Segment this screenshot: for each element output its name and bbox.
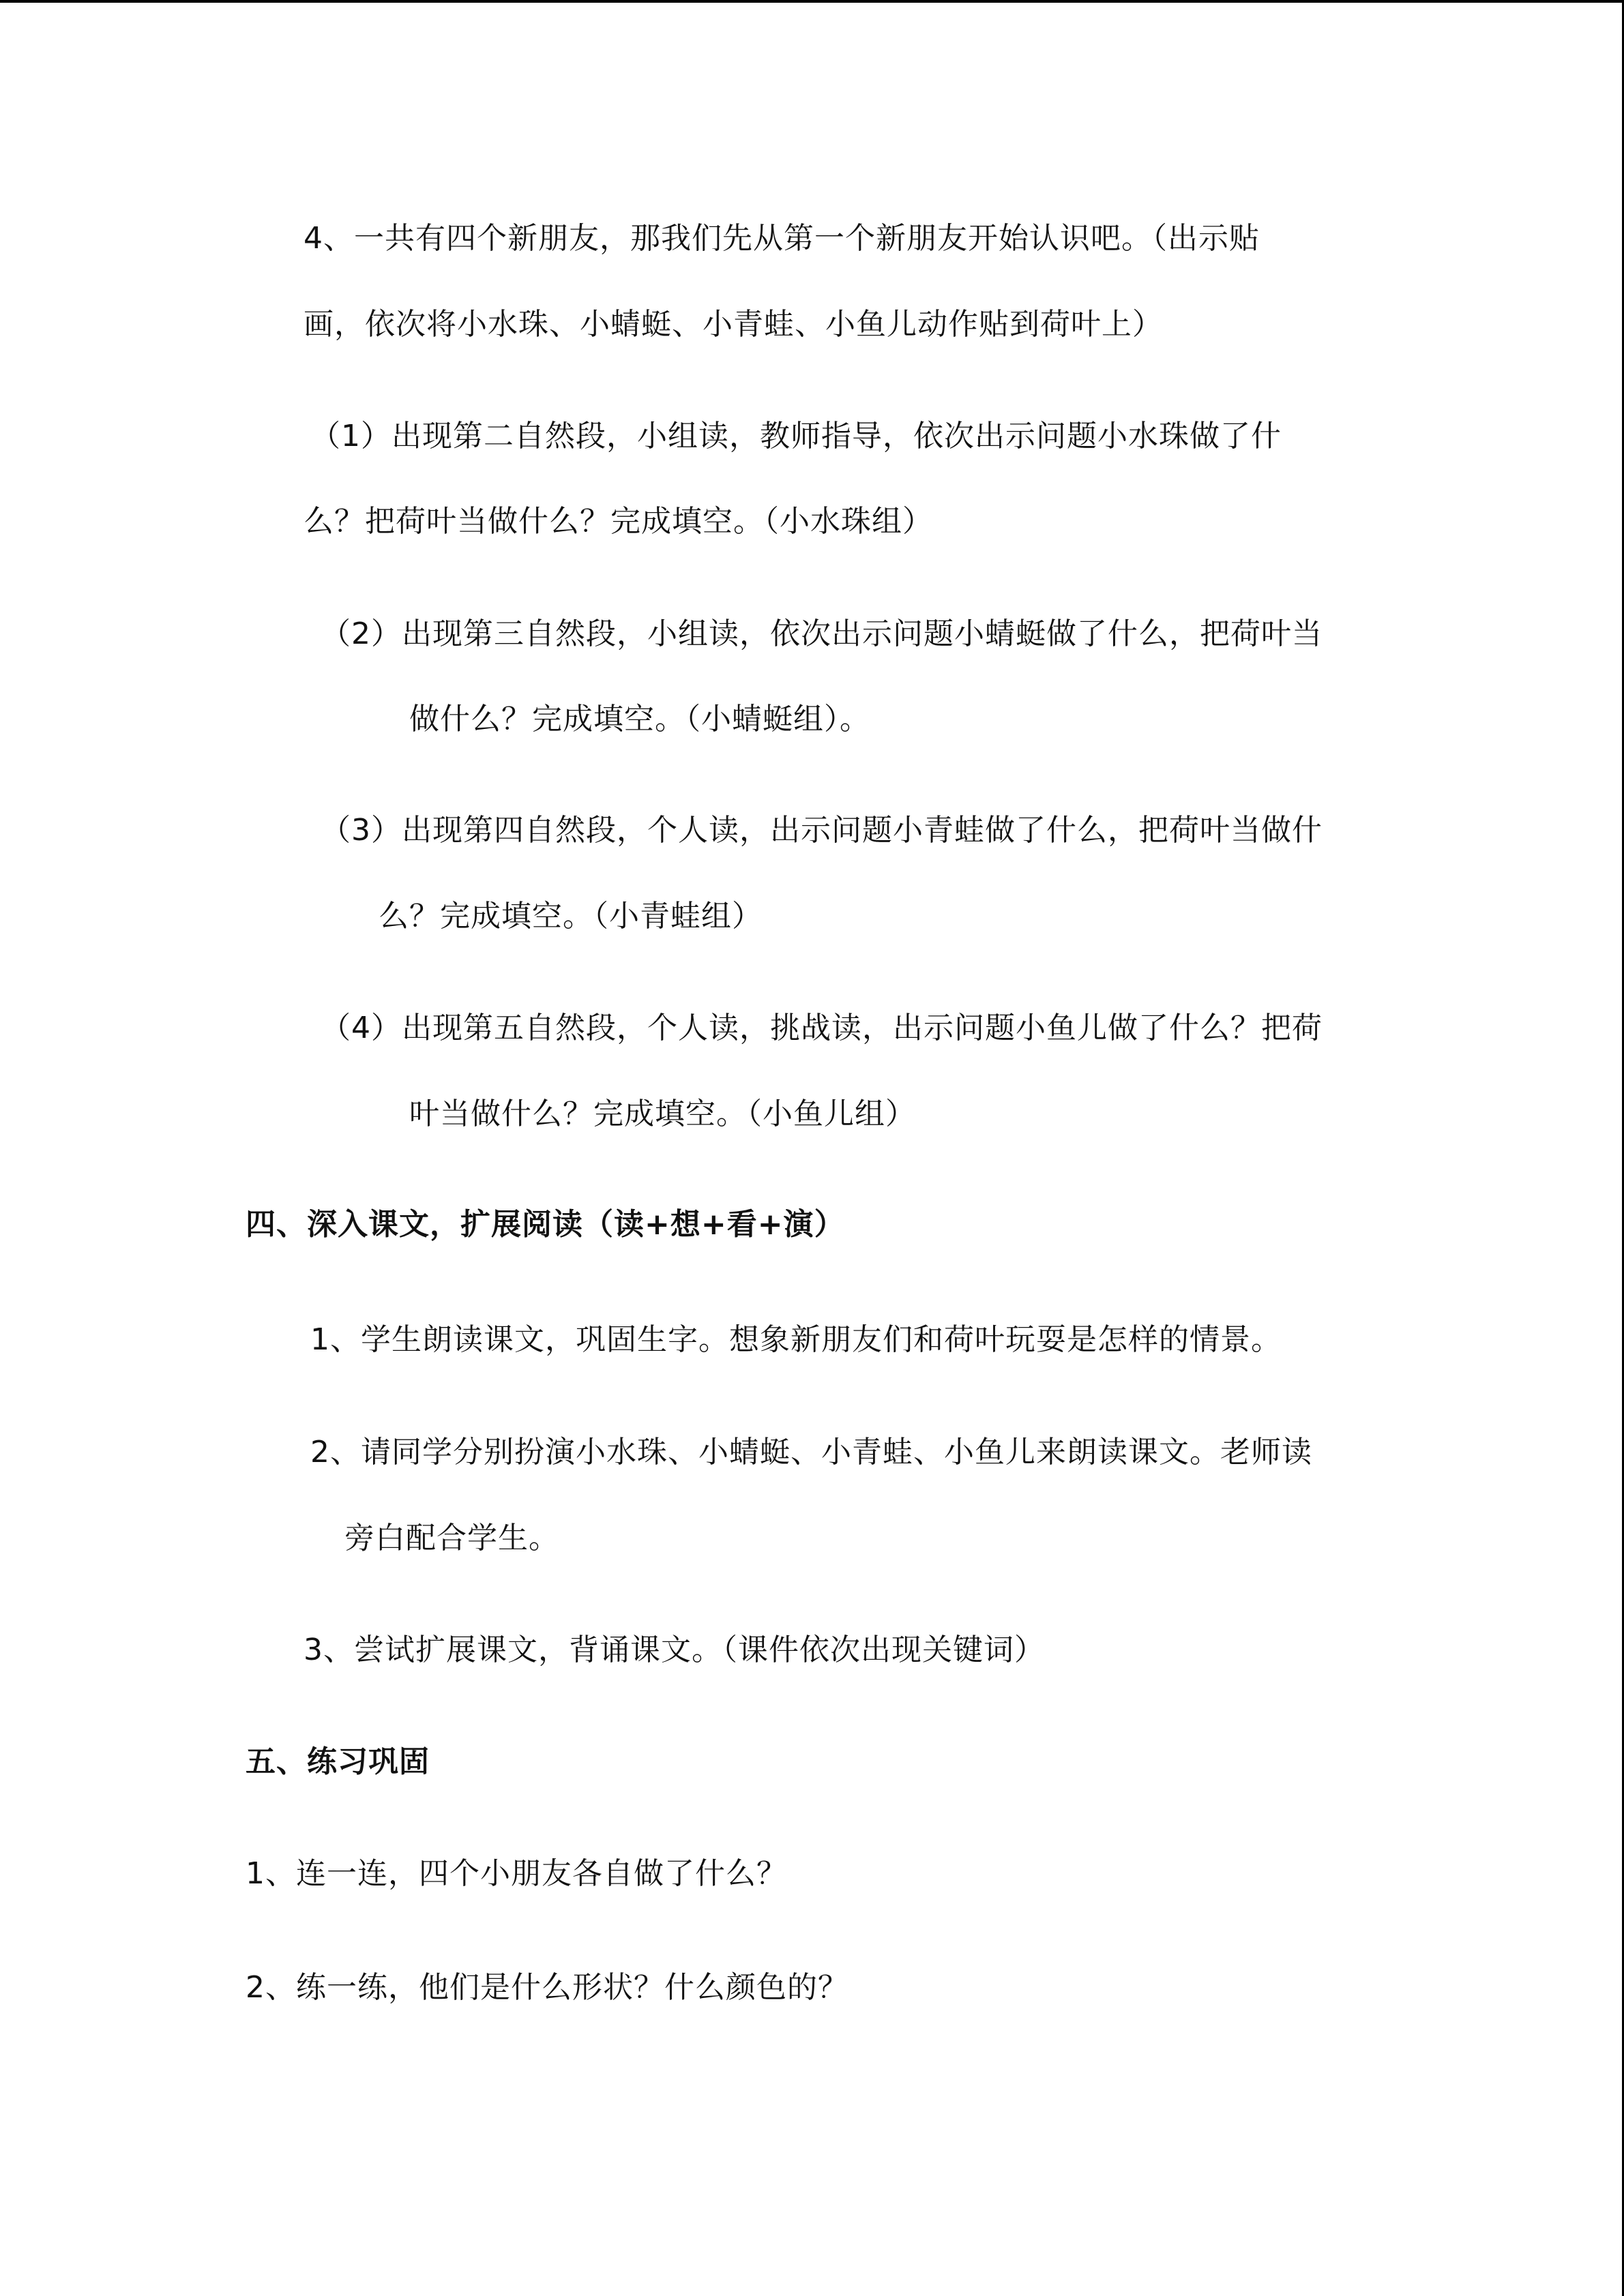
- sub-item-3-line-1: （3）出现第四自然段，个人读，出示问题小青蛙做了什么，把荷叶当做什: [321, 813, 1323, 848]
- sub-item-2-line-2: 做什么？完成填空。（小蜻蜓组）。: [409, 702, 870, 736]
- sub-item-3-line-2: 么？完成填空。（小青蛙组）: [379, 899, 763, 934]
- section-4-item-2-line-2: 旁白配合学生。: [344, 1521, 559, 1555]
- sub-item-4-line-2: 叶当做什么？完成填空。（小鱼儿组）: [409, 1097, 916, 1131]
- section-4-item-2-line-1: 2、请同学分别扮演小水珠、小蜻蜓、小青蛙、小鱼儿来朗读课文。老师读: [310, 1435, 1312, 1470]
- sub-item-4-line-1: （4）出现第五自然段，个人读，挑战读，出示问题小鱼儿做了什么？把荷: [321, 1011, 1323, 1045]
- section-4-heading: 四、深入课文，扩展阅读（读+想+看+演）: [246, 1207, 845, 1242]
- sub-item-2-line-1: （2）出现第三自然段，小组读，依次出示问题小蜻蜓做了什么，把荷叶当: [321, 616, 1323, 651]
- section-5-item-2: 2、练一练，他们是什么形状？什么颜色的？: [246, 1970, 848, 2005]
- section-5-item-1: 1、连一连，四个小朋友各自做了什么？: [246, 1856, 787, 1891]
- sub-item-1-line-1: （1）出现第二自然段，小组读，教师指导，依次出示问题小水珠做了什: [310, 419, 1282, 453]
- section-4-item-3: 3、尝试扩展课文，背诵课文。（课件依次出现关键词）: [304, 1632, 1045, 1667]
- page-top-border: [0, 0, 1624, 3]
- section-4-item-1: 1、学生朗读课文，巩固生字。想象新朋友们和荷叶玩耍是怎样的情景。: [310, 1322, 1282, 1357]
- section-5-heading: 五、练习巩固: [246, 1744, 430, 1779]
- item-4-line-1: 4、一共有四个新朋友，那我们先从第一个新朋友开始认识吧。（出示贴: [304, 221, 1260, 256]
- sub-item-1-line-2: 么？把荷叶当做什么？完成填空。（小水珠组）: [304, 504, 933, 539]
- item-4-line-2: 画，依次将小水珠、小蜻蜓、小青蛙、小鱼儿动作贴到荷叶上）: [304, 307, 1163, 342]
